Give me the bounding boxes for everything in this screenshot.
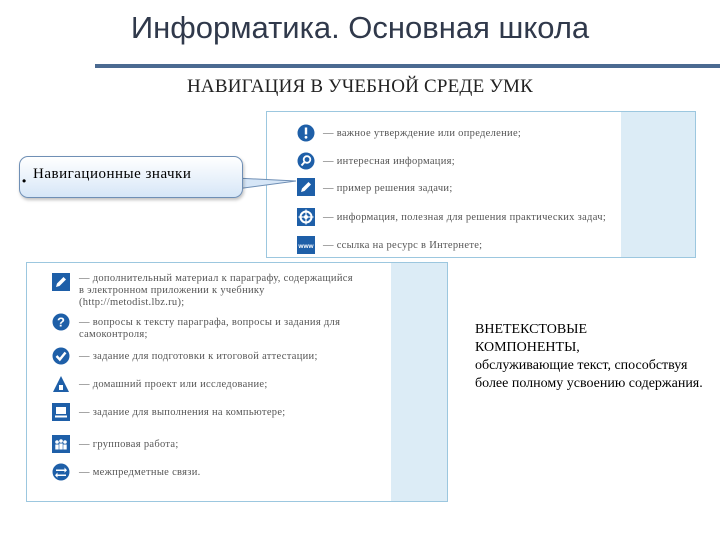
- row-text: — вопросы к тексту параграфа, вопросы и задания для самоконтроля;: [79, 317, 341, 340]
- computer-icon: [52, 403, 70, 421]
- row-text: — межпредметные связи.: [79, 467, 201, 478]
- row-text: — задание для выполнения на компьютере;: [79, 407, 286, 418]
- row-text: — информация, полезная для решения практических задач;: [323, 212, 607, 223]
- title-divider: [95, 64, 720, 68]
- row-text: — групповая работа;: [79, 439, 179, 450]
- row-text: — ссылка на ресурс в Интернете;: [323, 240, 483, 251]
- question-icon: [52, 313, 70, 331]
- side-note-heading: ВНЕТЕКСТОВЫЕ КОМПОНЕНТЫ,: [475, 322, 588, 355]
- section-heading: НАВИГАЦИЯ В УЧЕБНОЙ СРЕДЕ УМК: [187, 76, 533, 97]
- svg-text:www: www: [298, 243, 314, 250]
- exclamation-icon: [297, 124, 315, 142]
- callout-pointer: [236, 176, 298, 192]
- life-ring-icon: [297, 208, 315, 226]
- navigation-icons-panel-bottom: [26, 262, 448, 502]
- panel-margin-stripe: [391, 263, 447, 501]
- row-text: — дополнительный материал к параграфу, содержащийся в электронном приложении к учебнику (http://metodist.lbz.ru);: [79, 273, 353, 308]
- callout-bullet: •: [22, 174, 27, 188]
- house-icon: [52, 375, 70, 393]
- magnifier-icon: [297, 152, 315, 170]
- arrows-icon: [52, 463, 70, 481]
- row-text: — интересная информация;: [323, 156, 455, 167]
- www-icon: [297, 236, 315, 254]
- row-text: — важное утверждение или определение;: [323, 128, 522, 139]
- navigation-icons-panel-top: [266, 111, 696, 258]
- checkmark-icon: [52, 347, 70, 365]
- row-text: — задание для подготовки к итоговой аттестации;: [79, 351, 318, 362]
- group-icon: [52, 435, 70, 453]
- pencil-icon: [297, 178, 315, 196]
- side-note-body: обслуживающие текст, способствуя более полному усвоению содержания.: [475, 358, 703, 391]
- callout-label: Навигационные значки: [33, 166, 192, 182]
- side-note: [475, 321, 705, 393]
- svg-text:?: ?: [57, 314, 65, 330]
- row-text: — пример решения задачи;: [323, 183, 453, 194]
- pencil-icon: [52, 273, 70, 291]
- panel-margin-stripe: [621, 112, 695, 257]
- row-text: — домашний проект или исследование;: [79, 379, 268, 390]
- slide-title: Информатика. Основная школа: [130, 10, 590, 45]
